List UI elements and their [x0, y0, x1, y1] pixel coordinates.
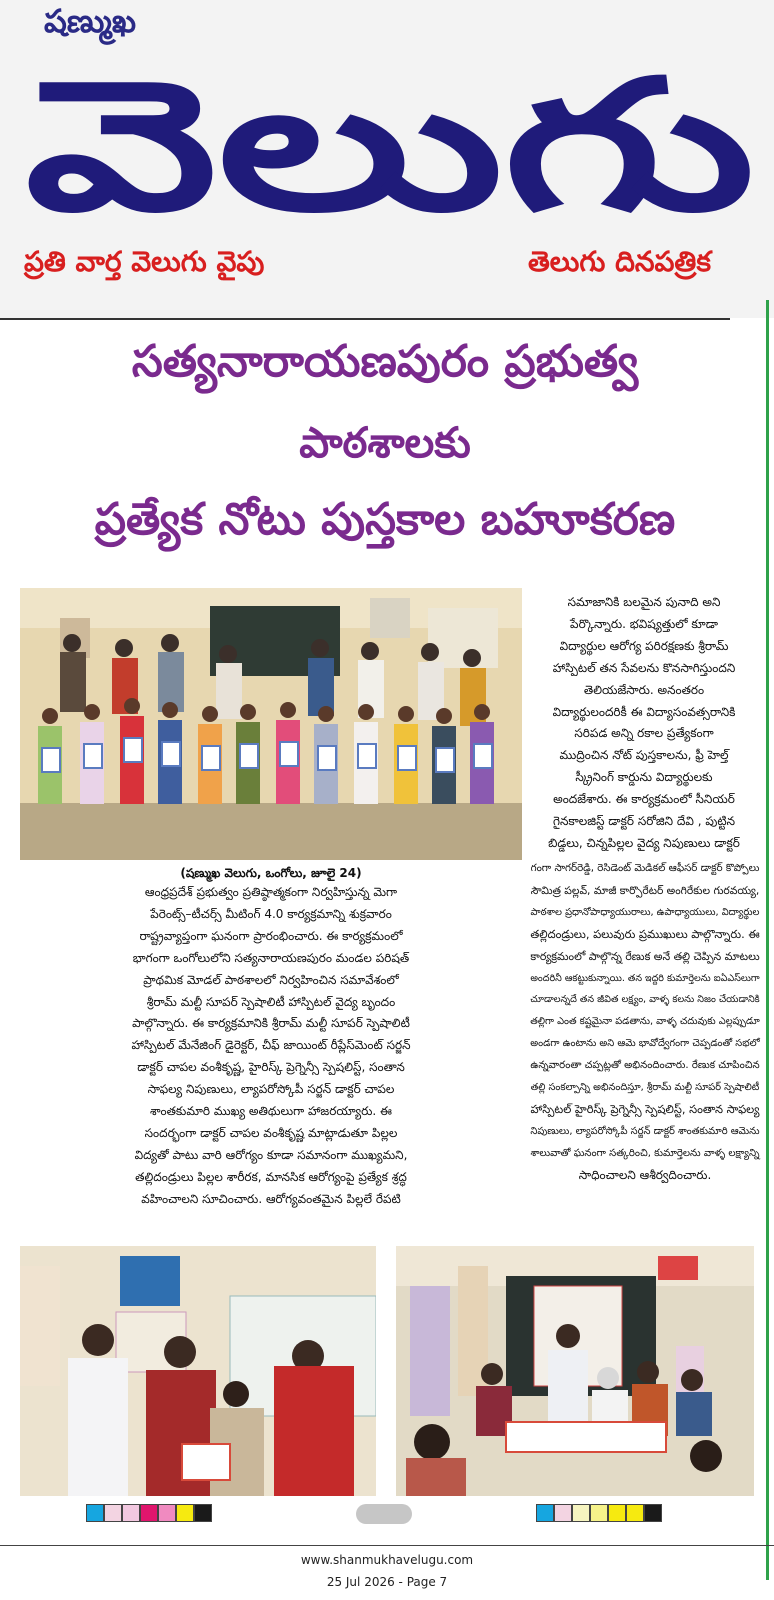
color-swatch [194, 1504, 212, 1522]
footer-divider [0, 1545, 774, 1546]
article-line: హాస్పిటల్ హైరిస్క్ ప్రెగ్నెన్సీ స్పెషలిస్ట్, సంతాన సాఫల్య [530, 1101, 760, 1116]
footer-date-page: 25 Jul 2026 - Page 7 [326, 1575, 448, 1589]
headline-line-3: ప్రత్యేక నోటు పుస్తకాల బహూకరణ [94, 494, 676, 545]
color-swatch [644, 1504, 662, 1522]
photo-address [396, 1246, 754, 1496]
article-line: సందర్భంగా డాక్టర్ చాపల వంశీకృష్ణ మాట్లాడుతూ పిల్లల [144, 1125, 398, 1140]
article-line: నిపుణులు, ల్యాపరోస్కోపీ సర్జన్ డాక్టర్ శాంతకుమారి ఆమెను [530, 1125, 760, 1137]
page-edge-strip [766, 300, 769, 1580]
article-line: తల్లి సంకల్పాన్ని అభినందిస్తూ, శ్రీరామ్ మల్టీ సూపర్ స్పెషాలిటీ [530, 1082, 760, 1094]
article-line: భాగంగా ఒంగోలులోని సత్యనారాయణపురం మండల పరిషత్ [132, 950, 410, 965]
article-line: కార్యక్రమంలో పాల్గొన్న రేణుక అనే తల్లి చెప్పిన మాటలు [530, 949, 760, 963]
color-registration-left [86, 1504, 212, 1522]
article-line: సాఫల్య నిపుణులు, ల్యాపరోస్కోపీ సర్జన్ డాక్టర్ చాపల [147, 1082, 395, 1097]
color-swatch [104, 1504, 122, 1522]
tagline-left: ప్రతి వార్త వెలుగు వైపు [24, 245, 265, 278]
article-line: రాష్ట్రవ్యాప్తంగా ఘనంగా ప్రారంభించారు. ఈ కార్యక్రమంలో [139, 928, 403, 943]
article-line: అండగా ఉంటాను అని ఆమె భావోద్వేగంగా చెప్పడంతో సభలో [530, 1038, 760, 1050]
color-swatch [122, 1504, 140, 1522]
article-line: తల్లిదండ్రులు, పలువురు ప్రముఖులు పాల్గొన్నారు. ఈ [530, 926, 760, 941]
article-line: తెలియజేసారు. అనంతరం [583, 682, 705, 697]
article-line: ఆంధ్రప్రదేశ్ ప్రభుత్వం ప్రతిష్ఠాత్మకంగా నిర్వహిస్తున్న మెగా [144, 885, 398, 899]
masthead [0, 0, 774, 318]
article-line: గైనకాలజిస్ట్ డాక్టర్ సరోజిని దేవి , పుట్టిన [552, 814, 736, 829]
main-photo [20, 588, 522, 860]
color-swatch [140, 1504, 158, 1522]
footer-website[interactable]: www.shanmukhavelugu.com [300, 1553, 474, 1567]
brand-logo [20, 30, 760, 240]
article-line: శాంతకుమారి ముఖ్య అతిథులుగా హాజరయ్యారు. ఈ [150, 1104, 392, 1119]
article-line: పేర్కొన్నారు. భవిష్యత్తులో కూడా [570, 616, 718, 631]
article-line: అందజేశారు. ఈ కార్యక్రమంలో సీనియర్ [553, 792, 735, 807]
article-line: సరిపడ అన్ని రకాల ప్రత్యేకంగా [574, 726, 714, 741]
article-line: పాఠశాల ప్రధానోపాధ్యాయురాలు, ఉపాధ్యాయులు, విద్యార్థుల [530, 906, 760, 918]
article-line: ప్రాథమిక మోడల్ పాఠశాలలో నిర్వహించిన సమావేశంలో [143, 972, 399, 987]
color-swatch [158, 1504, 176, 1522]
article-line: పేరెంట్స్–టీచర్స్ మీటింగ్ 4.0 కార్యక్రమాన్ని శుక్రవారం [150, 906, 392, 921]
photo-address-illustration [396, 1246, 754, 1496]
color-swatch [572, 1504, 590, 1522]
article-line: విద్యతో పాటు వారి ఆరోగ్యం కూడా సమానంగా ముఖ్యమని, [134, 1147, 408, 1162]
color-swatch [608, 1504, 626, 1522]
article-line: చూడాలన్నదే తన జీవిత లక్ష్యం, వాళ్ళ కలను నిజం చేయడానికి [530, 994, 760, 1006]
article-line: బిడ్డలు, చిన్నపిల్లల వైద్య నిపుణులు డాక్టర్ [548, 835, 740, 850]
color-registration-right [536, 1504, 662, 1522]
article-line: శాలువాతో ఘనంగా సత్కరించి, కుమార్తెలను వాళ్ళ లక్ష్యాన్ని [530, 1147, 760, 1159]
article-line: సాధించాలని ఆశీర్వదించారు. [578, 1167, 712, 1182]
headline-line-2: పాఠశాలకు [299, 418, 471, 467]
article-line: వహించాలని సూచించారు. ఆరోగ్యవంతమైన పిల్లలే రేపటి [141, 1191, 401, 1206]
main-photo-illustration [20, 588, 522, 860]
color-swatch [86, 1504, 104, 1522]
article-line: పాల్గొన్నారు. ఈ కార్యక్రమానికి శ్రీరామ్ మల్టీ సూపర్ స్పెషాలిటీ [132, 1016, 410, 1031]
article-column-right-bottom [528, 858, 762, 1187]
registration-mark [356, 1504, 412, 1524]
masthead-divider [0, 318, 730, 320]
article-line: విద్యార్థుల ఆరోగ్య పరిరక్షణకు శ్రీరామ్ [559, 638, 729, 653]
color-swatch [590, 1504, 608, 1522]
article-line: ఉన్నవారంతా చప్పట్లతో అభినందించారు. రేణుక చూపించిన [530, 1060, 760, 1072]
article-line: సమాజానికి బలమైన పునాది అని [567, 595, 721, 609]
article-line: గంగా సాగర్‌రెడ్డి, రెసిడెంట్ మెడికల్ ఆఫీసర్ డాక్టర్ కొప్పోలు [530, 862, 760, 874]
color-swatch [176, 1504, 194, 1522]
brand-logo-text: వెలుగు [25, 42, 755, 240]
color-swatch [554, 1504, 572, 1522]
article-column-right-top [526, 592, 762, 855]
brand-small-title: షణ్ముఖ [44, 2, 137, 40]
article-line: తల్లిగా ఎంత కష్టమైనా పడతాను, వాళ్ళ చదువుకు ఎల్లప్పుడూ [530, 1016, 760, 1028]
article-line: స్క్రీనింగ్ కార్డును విద్యార్థులకు [575, 770, 713, 785]
article-line: సౌమిత్ర పల్లవ్, మాజీ కార్పొరేటర్ అంగిరేకుల గురవయ్య, [530, 883, 760, 897]
article-line: తల్లిదండ్రులు పిల్లల శారీరక, మానసిక ఆరోగ్యంపై ప్రత్యేక శ్రద్ధ [135, 1169, 407, 1184]
article-line: హాస్పిటల్ మేనేజింగ్ డైరెక్టర్, చీఫ్ జాయింట్ రీప్లేస్‌మెంట్ సర్జన్ [131, 1038, 411, 1053]
photo-felicitation [20, 1246, 376, 1496]
color-swatch [626, 1504, 644, 1522]
dateline-caption: (షణ్ముఖ వెలుగు, ఒంగోలు, జూలై 24) [180, 866, 362, 880]
article-line: విద్యార్థులందరికీ ఈ విద్యాసంవత్సరానికి [552, 704, 736, 719]
article-column-left [20, 882, 522, 1211]
article-line: ముద్రించిన నోట్ పుస్తకాలను, ఫ్రీ హెల్త్ [559, 748, 729, 763]
article-line: శ్రీరామ్ మల్టీ సూపర్ స్పెషాలిటీ హాస్పిటల్ వైద్య బృందం [146, 994, 396, 1009]
article-line: హాస్పిటల్ తన సేవలను కొనసాగిస్తుందని [552, 660, 736, 675]
headline-line-1: సత్యనారాయణపురం ప్రభుత్వ [131, 336, 639, 387]
tagline-right: తెలుగు దినపత్రిక [528, 245, 711, 278]
article-line: డాక్టర్ చాపల వంశీకృష్ణ, హైరిస్క్ ప్రెగ్నెన్సీ స్పెషలిస్ట్, సంతాన [137, 1060, 405, 1075]
photo-felicitation-illustration [20, 1246, 376, 1496]
color-swatch [536, 1504, 554, 1522]
article-line: అందరినీ ఆకట్టుకున్నాయి. తన ఇద్దరి కుమార్తెలను ఐఏఎస్‌లుగా [530, 972, 760, 984]
